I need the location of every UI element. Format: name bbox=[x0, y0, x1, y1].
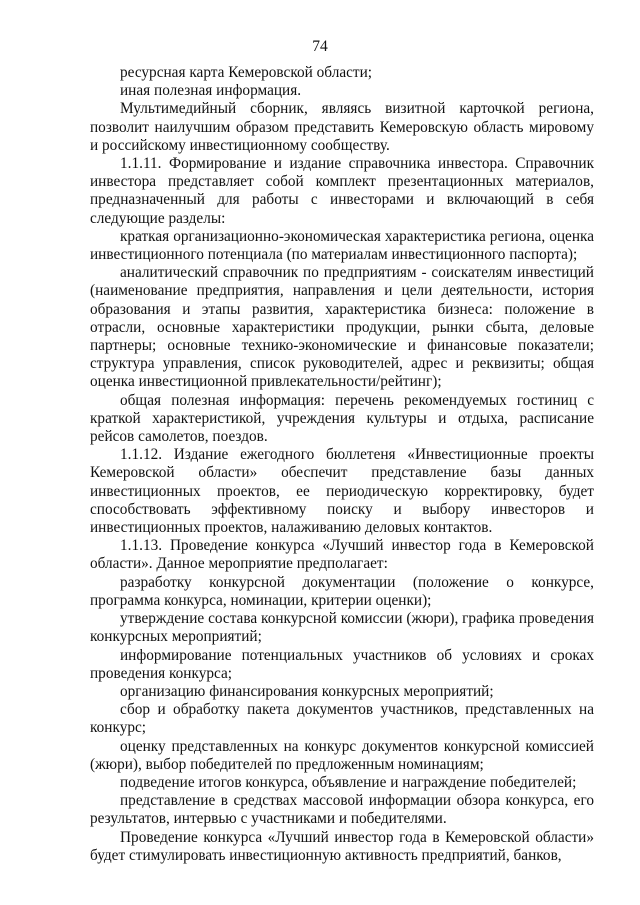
paragraph: Проведение конкурса «Лучший инвестор года в Кемеровской области» будет стимулировать инвестиционную активность предприятий, банков, bbox=[90, 828, 594, 864]
paragraph: подведение итогов конкурса, объявление и награждение победителей; bbox=[120, 773, 577, 791]
paragraph: утверждение состава конкурсной комиссии (жюри), графика проведения конкурсных мероприятий; bbox=[90, 610, 594, 646]
paragraph: представление в средствах массовой информации обзора конкурса, его результатов, интервью с участниками и победителями. bbox=[90, 792, 594, 828]
paragraph: оценку представленных на конкурс документов конкурсной комиссией (жюри), выбор победителей по предложенным номинациям; bbox=[90, 737, 594, 773]
paragraph: общая полезная информация: перечень рекомендуемых гостиниц с краткой характеристикой, учреждения культуры и отдыха, расписание рейсов самолетов, поездов. bbox=[90, 391, 594, 446]
paragraph: аналитический справочник по предприятиям - соискателям инвестиций (наименование предприятия, направления и цели деятельности, история образования и этапы развития, характеристика бизнеса: положение в отрасли, основные характеристики продукции, рынки сбыта, деловые партнеры; основные технико-экономические и финансовые показатели; структура управления, список руководителей, адрес и реквизиты; общая оценка инвестиционной привлекательности/рейтинг); bbox=[90, 264, 594, 391]
paragraph: 1.1.12. Издание ежегодного бюллетеня «Инвестиционные проекты Кемеровской области» обеспечит представление базы данных инвестиционных проектов, ее периодическую корректировку, будет способствовать эффективному поиску и выбору инвесторов и инвестиционных проектов, налаживанию деловых контактов. bbox=[90, 446, 594, 537]
paragraph: 1.1.11. Формирование и издание справочника инвестора. Справочник инвестора представляет собой комплект презентационных материалов, предназначенный для работы с инвесторами и включающий в себя следующие разделы: bbox=[90, 155, 594, 227]
paragraph: организацию финансирования конкурсных мероприятий; bbox=[120, 682, 494, 700]
paragraph: краткая организационно-экономическая характеристика региона, оценка инвестиционного потенциала (по материалам инвестиционного паспорта); bbox=[90, 227, 594, 264]
paragraph: иная полезная информация. bbox=[120, 82, 302, 100]
paragraph: Мультимедийный сборник, являясь визитной карточкой региона, позволит наилучшим образом представить Кемеровскую область мировому и российскому инвестиционному сообществу. bbox=[90, 100, 594, 154]
paragraph: сбор и обработку пакета документов участников, представленных на конкурс; bbox=[90, 701, 594, 737]
document-body bbox=[90, 64, 594, 865]
paragraph: разработку конкурсной документации (положение о конкурсе, программа конкурса, номинации, критерии оценки); bbox=[90, 573, 594, 609]
paragraph: 1.1.13. Проведение конкурса «Лучший инвестор года в Кемеровской области». Данное мероприятие предполагает: bbox=[90, 537, 594, 573]
paragraph: ресурсная карта Кемеровской области; bbox=[120, 64, 373, 81]
paragraph: информирование потенциальных участников об условиях и сроках проведения конкурса; bbox=[90, 646, 594, 682]
page-number: 74 bbox=[312, 38, 328, 55]
